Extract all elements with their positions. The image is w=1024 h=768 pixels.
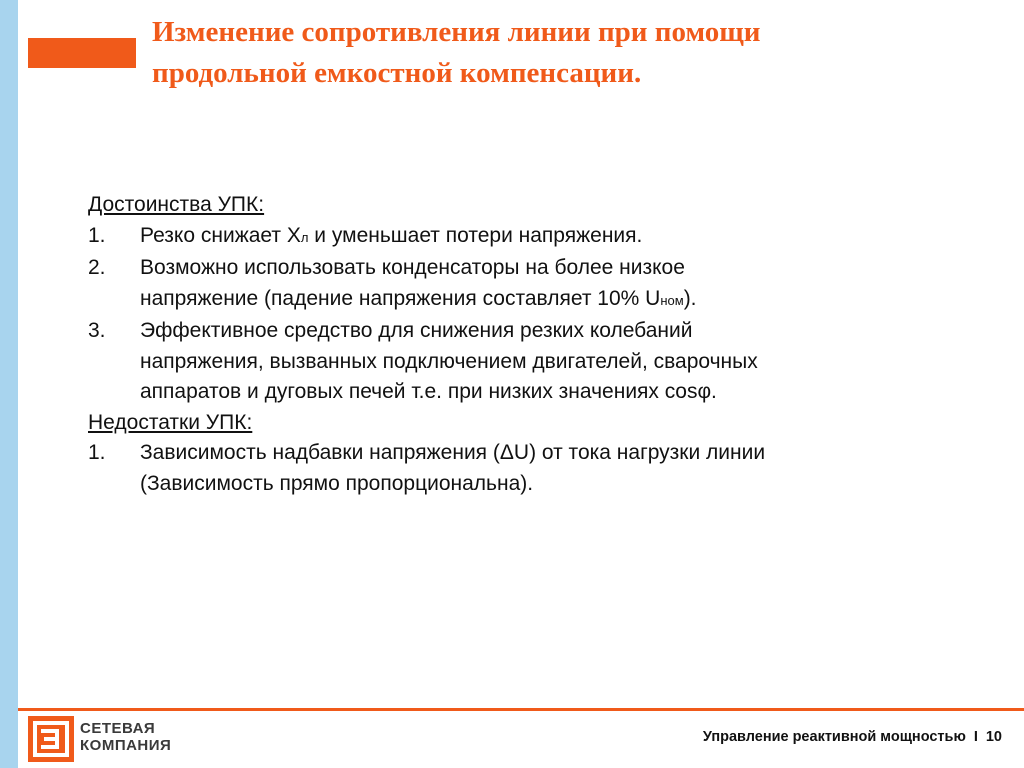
footer-separator: I [973,729,978,745]
list-item-number: 2. [88,256,106,279]
list-item-text: и уменьшает потери напряжения. [308,223,643,247]
disadvantages-heading: Недостатки УПК: [88,410,253,434]
slide-title-line-1: Изменение сопротивления линии при помощи [152,16,761,48]
list-item-text: Возможно использовать конденсаторы на более низкое [140,256,685,279]
footer-caption [703,729,1002,745]
logo-text [80,720,171,754]
slide-title [152,12,972,94]
list-item [88,316,968,408]
list-item-number: 1. [88,223,106,247]
list-item-text: аппаратов и дуговых печей т.е. при низких значениях cosφ. [140,380,717,403]
list-item [88,253,968,316]
company-logo-icon [28,716,74,762]
logo-text-line-1: СЕТЕВАЯ [80,720,156,737]
slide-title-line-2: продольной емкостной компенсации. [152,57,642,89]
subscript: л [300,229,309,245]
company-logo [28,714,198,764]
page-number: 10 [985,729,1002,745]
list-item-number: 1. [88,441,106,464]
slide-content [88,190,968,499]
list-item-text: Зависимость надбавки напряжения (ΔU) от тока нагрузки линии [140,441,766,464]
list-item [88,221,968,254]
advantages-list [88,221,968,408]
list-item-text: Эффективное средство для снижения резких колебаний [140,319,693,342]
list-item [88,438,968,499]
list-item-text: Резко снижает X [140,223,301,247]
advantages-heading: Достоинства УПК: [88,193,265,216]
footer-divider [18,708,1024,711]
left-decorative-bar [0,0,18,768]
list-item-text: ). [683,286,697,310]
list-item-number: 3. [88,319,106,342]
footer-caption-text: Управление реактивной мощностью [702,729,966,745]
list-item-text: (Зависимость прямо пропорциональна). [140,471,534,495]
subscript: ном [660,292,684,308]
list-item-text: напряжения, вызванных подключением двигателей, сварочных [140,349,758,373]
logo-text-line-2: КОМПАНИЯ [80,737,172,754]
list-item-text: напряжение (падение напряжения составляет 10% U [140,286,661,310]
disadvantages-list [88,438,968,499]
title-accent-bar [28,38,136,68]
